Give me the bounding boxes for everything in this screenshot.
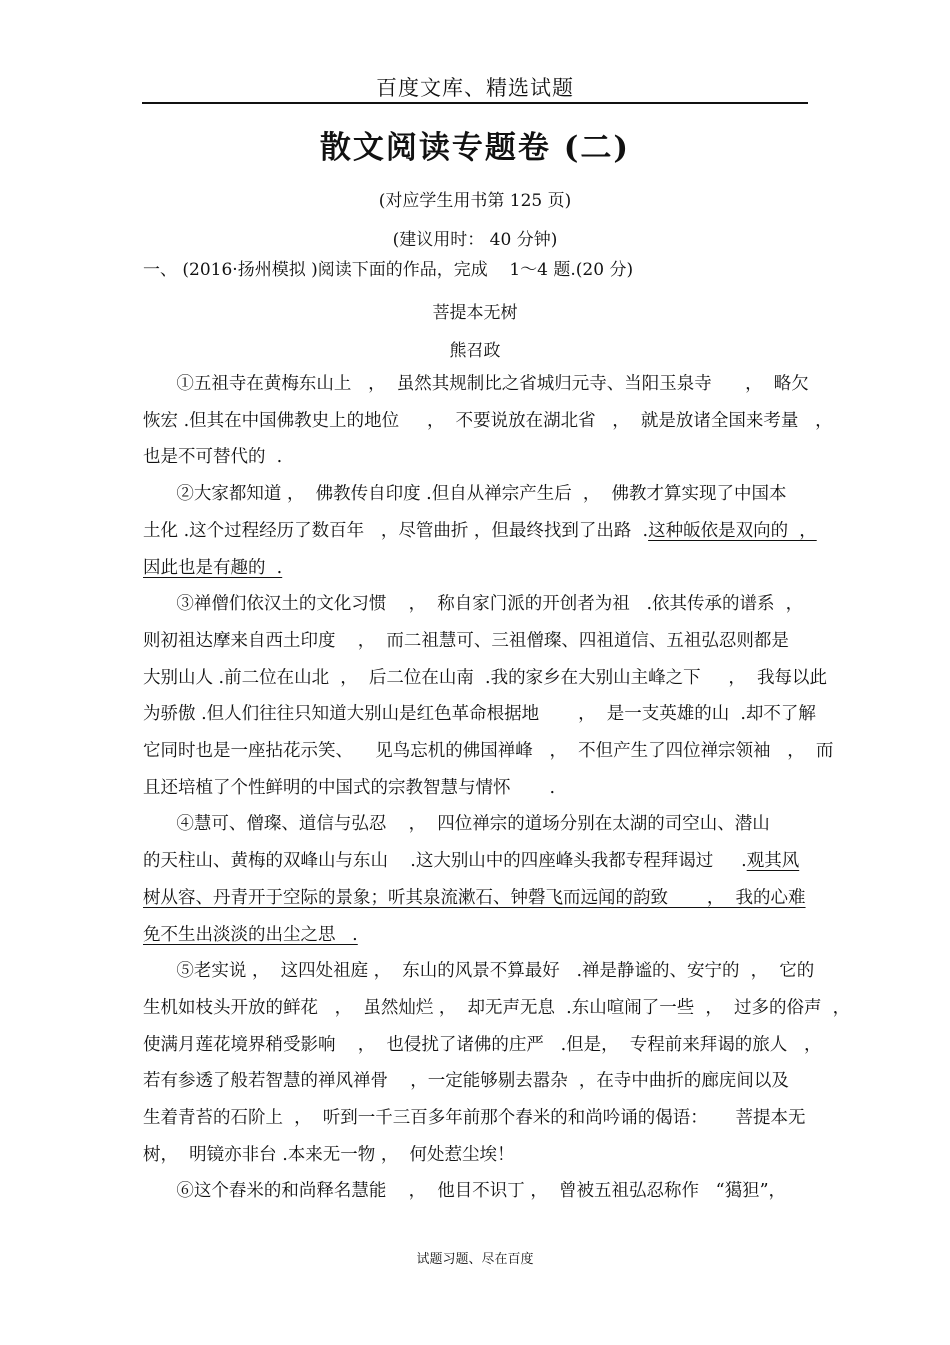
book-reference: (对应学生用书第 125 页)	[378, 191, 572, 211]
body-line	[143, 700, 816, 728]
body-line	[143, 810, 808, 838]
body-text: ①五祖寺在黄梅东山上 ， 虽然其规制比之省城归元寺、当阳玉泉寺 ， 略欠	[143, 374, 809, 394]
body-line	[143, 994, 851, 1022]
body-line	[143, 443, 808, 471]
body-text: 的天柱山、黄梅的双峰山与东山 .这大别山中的四座峰头我都专程拜谒过 .	[143, 851, 747, 871]
body-line	[143, 884, 808, 912]
underlined-text: 因此也是有趣的 .	[143, 558, 283, 578]
body-line	[143, 1067, 808, 1095]
body-line	[143, 407, 833, 435]
body-text: ④慧可、僧璨、道信与弘忍 ， 四位禅宗的道场分别在太湖的司空山、潜山	[143, 814, 770, 834]
body-text: 生机如枝头开放的鲜花 ， 虽然灿烂 ， 却无声无息 .东山喧闹了一些 ， 过多的俗声 ，	[143, 998, 851, 1018]
body-line	[143, 774, 808, 802]
body-text: 为骄傲 .但人们往往只知道大别山是红色革命根据地 ， 是一支英雄的山 .却不了解	[143, 704, 816, 724]
body-line	[143, 554, 808, 582]
article-author: 熊召政	[449, 341, 501, 361]
underlined-text: 观其风	[746, 851, 800, 871]
time-hint: (建议用时： 40 分钟)	[392, 230, 558, 250]
page-header: 百度文库、精选试题	[376, 76, 574, 100]
body-text: 若有参透了般若智慧的禅风禅骨 ，一定能够剔去嚣杂 ，在寺中曲折的廊庑间以及	[143, 1071, 789, 1091]
body-text: 也是不可替代的 .	[143, 447, 283, 467]
body-text: 树， 明镜亦非台 .本来无一物 ， 何处惹尘埃！	[143, 1145, 515, 1165]
body-line	[143, 847, 808, 875]
body-line	[143, 1141, 808, 1169]
body-line	[143, 957, 815, 985]
body-text: ⑤老实说 ， 这四处祖庭 ， 东山的风景不算最好 .禅是静谧的、安宁的 ， 它的	[143, 961, 815, 981]
body-text: ⑥这个舂米的和尚释名慧能 ， 他目不识丁 ， 曾被五祖弘忍称作 “獦狚”，	[143, 1181, 787, 1201]
body-line	[143, 1031, 822, 1059]
question-prompt: 一、 (2016·扬州模拟 )阅读下面的作品，完成 1～4 题.(20 分)	[143, 260, 634, 280]
page-title: 散文阅读专题卷 (二)	[319, 130, 631, 166]
body-line	[143, 1177, 808, 1205]
body-line	[143, 517, 817, 545]
body-line	[143, 664, 828, 692]
body-text: 土化 .这个过程经历了数百年 ，尽管曲折 ，但最终找到了出路 .	[143, 521, 649, 541]
body-text: 它同时也是一座拈花示笑、 见鸟忘机的佛国禅峰 ， 不但产生了四位禅宗领袖 ， 而	[143, 741, 834, 761]
body-text: 使满月莲花境界稍受影响 ， 也侵扰了诸佛的庄严 .但是， 专程前来拜谒的旅人 ，	[143, 1035, 822, 1055]
body-line	[143, 590, 808, 618]
body-line	[143, 370, 808, 398]
body-line	[143, 627, 808, 655]
underlined-text: 免不生出淡淡的出尘之思 .	[143, 925, 358, 945]
body-text: 且还培植了个性鲜明的中国式的宗教智慧与情怀 .	[143, 778, 556, 798]
body-text: 生着青苔的石阶上 ， 听到一千三百多年前那个舂米的和尚吟诵的偈语： 菩提本无	[143, 1108, 806, 1128]
underlined-text: 树从容、丹青开于空际的景象；听其泉流漱石、钟磬飞而远闻的韵致 ， 我的心难	[143, 888, 806, 908]
body-text: 大别山人 .前二位在山北 ， 后二位在山南 .我的家乡在大别山主峰之下 ， 我每以此	[143, 668, 828, 688]
body-text: 恢宏 .但其在中国佛教史上的地位 ， 不要说放在湖北省 ， 就是放诸全国来考量 ，	[143, 411, 833, 431]
header-divider	[142, 102, 808, 104]
article-title: 菩提本无树	[432, 303, 518, 323]
body-line	[143, 921, 808, 949]
body-line	[143, 737, 834, 765]
body-text: ③禅僧们依汉土的文化习惯 ， 称自家门派的开创者为祖 .依其传承的谱系 ，	[143, 594, 804, 614]
underlined-text: 这种皈依是双向的 ，	[648, 521, 817, 541]
body-text: ②大家都知道 ， 佛教传自印度 .但自从禅宗产生后 ， 佛教才算实现了中国本	[143, 484, 787, 504]
page-footer: 试题习题、尽在百度	[416, 1252, 534, 1267]
body-line	[143, 480, 808, 508]
body-text: 则初祖达摩来自西土印度 ， 而二祖慧可、三祖僧璨、四祖道信、五祖弘忍则都是	[143, 631, 789, 651]
body-line	[143, 1104, 808, 1132]
